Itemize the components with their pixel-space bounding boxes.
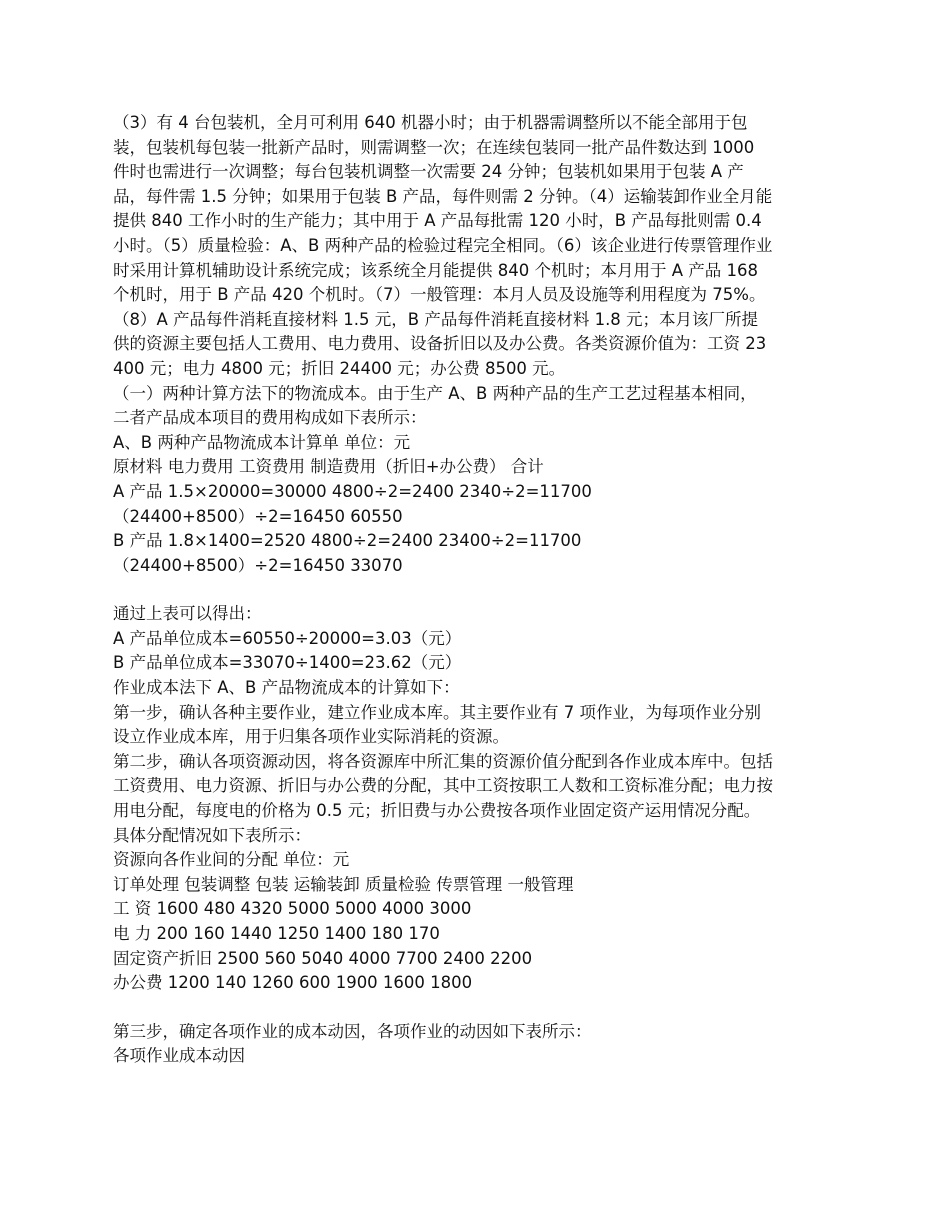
- table1-row-b-part1: B 产品 1.8×1400=2520 4800÷2=2400 23400÷2=11700: [113, 531, 582, 551]
- spacer: [113, 578, 773, 602]
- table1-row-b-part2: （24400+8500）÷2=16450 33070: [113, 555, 403, 575]
- step-3: 第三步，确定各项作业的成本动因，各项作业的动因如下表所示：: [113, 1021, 592, 1041]
- table1-header: 原材料 电力费用 工资费用 制造费用（折旧+办公费） 合计: [113, 457, 544, 477]
- table2-title: 资源向各作业间的分配 单位：元: [113, 850, 350, 870]
- paragraph-method-1: （一）两种计算方法下的物流成本。由于生产 A、B 两种产品的生产工艺过程基本相同，二者产品成本项目的费用构成如下表所示：: [113, 383, 757, 428]
- unit-cost-a: A 产品单位成本=60550÷20000=3.03（元）: [113, 628, 462, 648]
- step-2: 第二步，确认各项资源动因，将各资源库中所汇集的资源价值分配到各作业成本库中。包括工资费用、电力资源、折旧与办公费的分配，其中工资按职工人数和工资标准分配；电力按用电分配，每度电的价格为 0.5 元；折旧费与办公费按各项作业固定资产运用情况分配。具体分配情况如下表所示：: [113, 751, 773, 845]
- table1-title: A、B 两种产品物流成本计算单 单位：元: [113, 432, 411, 452]
- table1-row-a-part2: （24400+8500）÷2=16450 60550: [113, 506, 403, 526]
- paragraph-conditions-3-7: （3）有 4 台包装机，全月可利用 640 机器小时；由于机器需调整所以不能全部用于包装，包装机每包装一批新产品时，则需调整一次；在连续包装同一批产品件数达到 1000 件时也需进行一次调整；每台包装机调整一次需要 24 分钟；包装机如果用于包装 A 产品，每件需 1.5 分钟；如果用于包装 B 产品，每件则需 2 分钟。（4）运输装卸作业全月能提供 840 工作小时的生产能力；其中用于 A 产品每批需 120 小时，B 产品每批则需 0.4 小时。（5）质量检验：A、B 两种产品的检验过程完全相同。（6）该企业进行传票管理作业时采用计算机辅助设计系统完成；该系统全月能提供 840 个机时；本月用于 A 产品 168 个机时，用于 B 产品 420 个机时。（7）一般管理：本月人员及设施等利用程度为 75%。: [113, 113, 773, 305]
- spacer: [113, 996, 773, 1020]
- table2-row-power: 电 力 200 160 1440 1250 1400 180 170: [113, 924, 440, 943]
- table2-header: 订单处理 包装调整 包装 运输装卸 质量检验 传票管理 一般管理: [113, 874, 574, 894]
- document-page: [113, 111, 773, 1069]
- table2-row-wage: 工 资 1600 480 4320 5000 5000 4000 3000: [113, 899, 472, 919]
- table2-row-office: 办公费 1200 140 1260 600 1900 1600 1800: [113, 973, 473, 993]
- table2-row-depreciation: 固定资产折旧 2500 560 5040 4000 7700 2400 2200: [113, 948, 533, 968]
- paragraph-condition-8: （8）A 产品每件消耗直接材料 1.5 元，B 产品每件消耗直接材料 1.8 元；本月该厂所提供的资源主要包括人工费用、电力费用、设备折旧以及办公费。各类资源价值为：工资 23400 元；电力 4800 元；折旧 24400 元；办公费 8500 元。: [113, 309, 767, 378]
- unit-cost-b: B 产品单位成本=33070÷1400=23.62（元）: [113, 653, 462, 673]
- conclusion-line: 通过上表可以得出：: [113, 604, 262, 624]
- step-1: 第一步，确认各种主要作业，建立作业成本库。其主要作业有 7 项作业，为每项作业分别设立作业成本库，用于归集各项作业实际消耗的资源。: [113, 702, 761, 747]
- table3-title: 各项作业成本动因: [113, 1046, 245, 1066]
- table1-row-a-part1: A 产品 1.5×20000=30000 4800÷2=2400 2340÷2=11700: [113, 481, 592, 501]
- abc-intro: 作业成本法下 A、B 产品物流成本的计算如下：: [113, 678, 460, 698]
